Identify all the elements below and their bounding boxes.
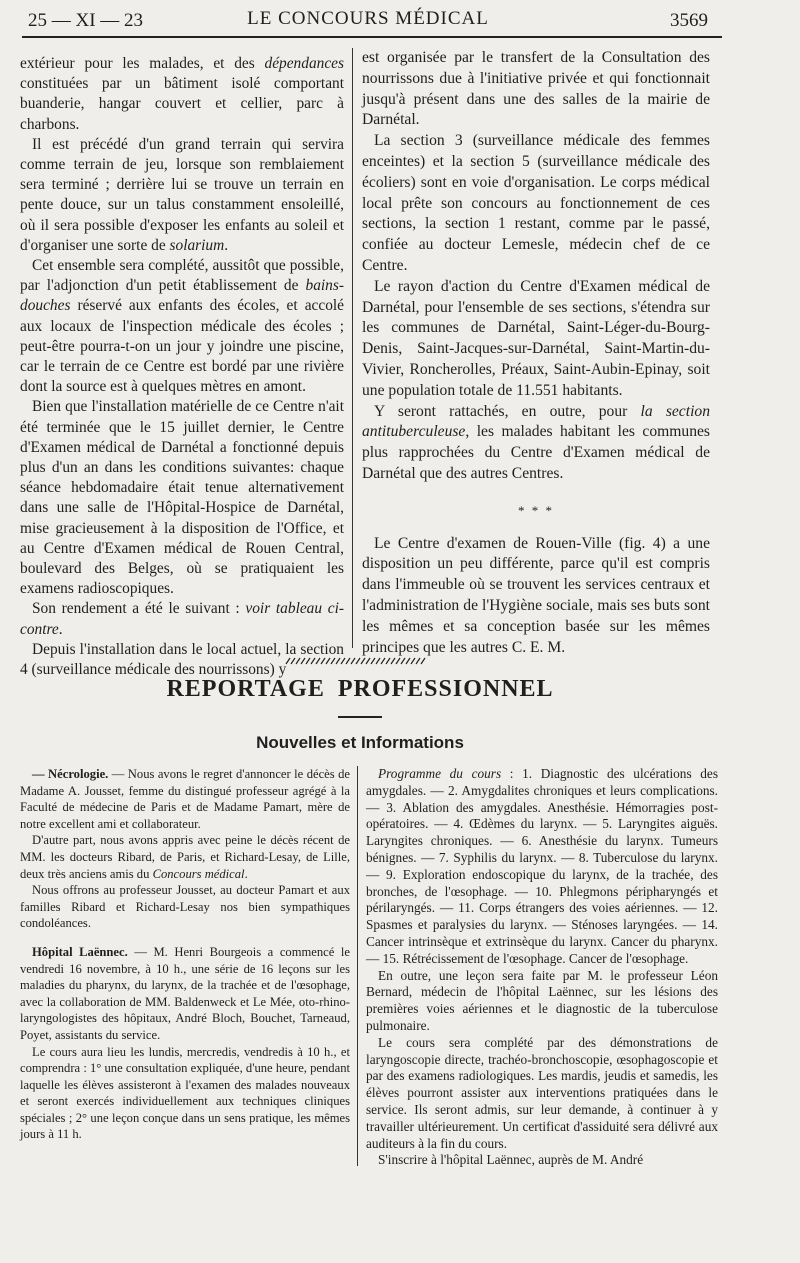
title-rule [338,716,382,718]
issue-date: 25 — XI — 23 [28,10,144,31]
paragraph: Bien que l'installation matérielle de ce Centre n'ait été terminée que le 15 juillet dernier, le Centre d'Examen médical de Darnétal a fonctionné depuis plus d'un an dans les conditions suivantes: chaque séance hebdomadaire était tenue alternativement dans une salle de l'Hôpital-Hospice de Darnétal, mise gracieusement à la disposition de l'Office, et au Centre d'Examen médical de Rouen Central, boulevard des Belges, où se pratiquaient les examens radioscopiques. [20,398,344,598]
news-column-left [20,766,350,1143]
news-heading: Hôpital Laënnec. [32,944,128,959]
news-item-hopital: Hôpital Laënnec. — M. Henri Bourgeois a commencé le vendredi 16 novembre, à 10 h., une série de 16 leçons sur les maladies du pharynx, du larynx, de la trachée et de l'œsophage, avec la collaboration de MM. Baldenweck et Le Mée, oto-rhino-laryngologistes des hôpitaux, André Bloch, Bouchet, Tarneaud, Poyet, assistants du service. [20,944,351,1042]
header-rule [22,36,722,38]
paragraph: Le Centre d'examen de Rouen-Ville (fig. 4) a une disposition un peu différente, parce qu'il est compris dans l'immeuble où se trouvent les services centraux et l'administration de l'Hygiène sociale, mais ses buts sont les mêmes et sa conception basée sur les mêmes principes que les autres C. E. M. [362,534,710,656]
course-program: Programme du cours : 1. Diagnostic des ulcérations des amygdales. — 2. Amygdalites chroniques et leurs complications. — 3. Ablation des amygdales. Anesthésie. Hémorragies post-opératoires. — 4. Œdèmes du larynx. — 5. Laryngites aiguës. Laryngites chroniques. — 6. Anesthésie du larynx. Tumeurs bénignes. — 7. Syphilis du larynx. — 8. Tuberculose du larynx. — 9. Exploration endoscopique du larynx, de la trachée, des bronches, de l'œsophage. — 10. Phlegmons péripharyngés et périlaryngés. — 11. Corps étrangers des voies aériennes. — 12. Spasmes et paralysies du larynx. — Sténoses laryngées. — 14. Cancer intrinsèque et extrinsèque du larynx. Cancer du pharynx. — 15. Rétrécissement de l'œsophage. Cancer de l'œsophage. [366,766,718,966]
news-heading: — Nécrologie. [32,767,109,781]
paragraph: Depuis l'installation dans le local actuel, la section 4 (surveillance médicale des nourrissons) y [20,640,344,679]
news-item-necrologie: — Nécrologie. — Nous avons le regret d'annoncer le décès de Madame A. Jousset, femme du distingué professeur agrégé à la Faculté de médecine de Paris et de Madame Pamart, mère de notre excellent ami et collaborateur. [20,767,350,831]
paragraph: Le cours aura lieu les lundis, mercredis, vendredis à 10 h., et comprendra : 1° une consultation expliquée, d'une heure, pendant laquelle les élèves assisteront à l'examen des malades nouveaux et seront exercés individuellement aux techniques cliniques spéciales ; 2° une leçon conçue dans un sens pratique, les mêmes jours à 11 h. [20,1044,350,1142]
news-column-right [366,766,718,1169]
column-divider [357,766,358,1166]
page-number: 3569 [670,10,708,31]
paragraph: Y seront rattachés, en outre, pour la section antituberculeuse, les malades habitant les communes plus rapprochées du Centre d'Examen médical de Darnétal que des autres Centres. [362,402,710,482]
paragraph: En outre, une leçon sera faite par M. le professeur Léon Bernard, médecin de l'hôpital Laënnec, sur les lésions des premières voies aériennes et le diagnostic de la tuberculose pulmonaire. [366,967,718,1033]
paragraph: Le cours sera complété par des démonstrations de laryngoscopie directe, trachéo-bronchoscopie, œsophagoscopie et par des examens radiologiques. Les mardis, jeudis et samedis, les élèves pourront assister aux interventions pratiquées dans le service. Ils seront admis, sur leur demande, à continuer à y travailler ultérieurement. Un certificat d'assiduité sera délivré aux auditeurs à la fin du cours. [366,1034,718,1151]
paragraph: Son rendement a été le suivant : voir tableau ci-contre. [20,600,344,638]
paragraph: Il est précédé d'un grand terrain qui servira comme terrain de jeu, lorsque son remblaiement sera terminé ; derrière lui se trouve un terrain en pente douce, sur un talus constamment ensoleillé, où il sera possible d'exposer les enfants au soleil et d'organiser une sorte de solarium. [20,135,344,254]
section-subtitle: Nouvelles et Informations [256,733,464,752]
paragraph: S'inscrire à l'hôpital Laënnec, auprès de M. André [378,1152,644,1168]
paragraph: Cet ensemble sera complété, aussitôt que possible, par l'adjonction d'un petit établissement de bains-douches réservé aux enfants des écoles, et accolé aux locaux de l'inspection médicale des écoles ; peut-être pourra-t-on un jour y joindre une piscine, car le terrain de ce Centre est bordé par une rivière dont la source est à quelques mètres en amont. [20,257,344,396]
paragraph: La section 3 (surveillance médicale des femmes enceintes) et la section 5 (surveillance médicale des écoliers) sont en voie d'organisation. Le corps médical local prête son concours au fonctionnement de ces sections, la section 1 restant, comme par le passé, confiée au docteur Lemesle, médecin chef de ce Centre. [362,132,710,274]
ornament-rule [282,656,432,666]
paragraph: Le rayon d'action du Centre d'Examen médical de Darnétal, pour l'ensemble de ses sections, s'étendra sur les communes de Darnétal, Saint-Léger-du-Bourg-Denis, Saint-Jacques-sur-Darnétal, Saint-Martin-du-Vivier, Roncherolles, Préaux, Saint-Aubin-Epinay, soit une population totale de 11.551 habitants. [362,277,710,399]
paragraph: est organisée par le transfert de la Consultation des nourrissons due à l'initiative privée et qui fonctionnait jusqu'à présent dans une des salles de la mairie de Darnétal. [362,49,710,129]
paragraph: extérieur pour les malades, et des dépendances constituées par un bâtiment isolé comportant buanderie, hangar couvert et cellier, parc à charbons. [20,55,344,133]
running-header [28,8,708,32]
article-column-right [362,48,710,658]
column-divider [352,48,353,648]
asterism: * * * [518,502,554,518]
journal-title: LE CONCOURS MÉDICAL [247,8,489,29]
paragraph: Nous offrons au professeur Jousset, au docteur Pamart et aux familles Ribard et Richard-Lesay nos bien sympathiques condoléances. [20,883,350,931]
paragraph: D'autre part, nous avons appris avec peine le décès récent de MM. les docteurs Ribard, de Paris, et Richard-Lesay, de Lille, deux très anciens amis du Concours médical. [20,833,350,881]
section-title: REPORTAGE PROFESSIONNEL [166,676,554,702]
article-column-left [20,54,344,680]
